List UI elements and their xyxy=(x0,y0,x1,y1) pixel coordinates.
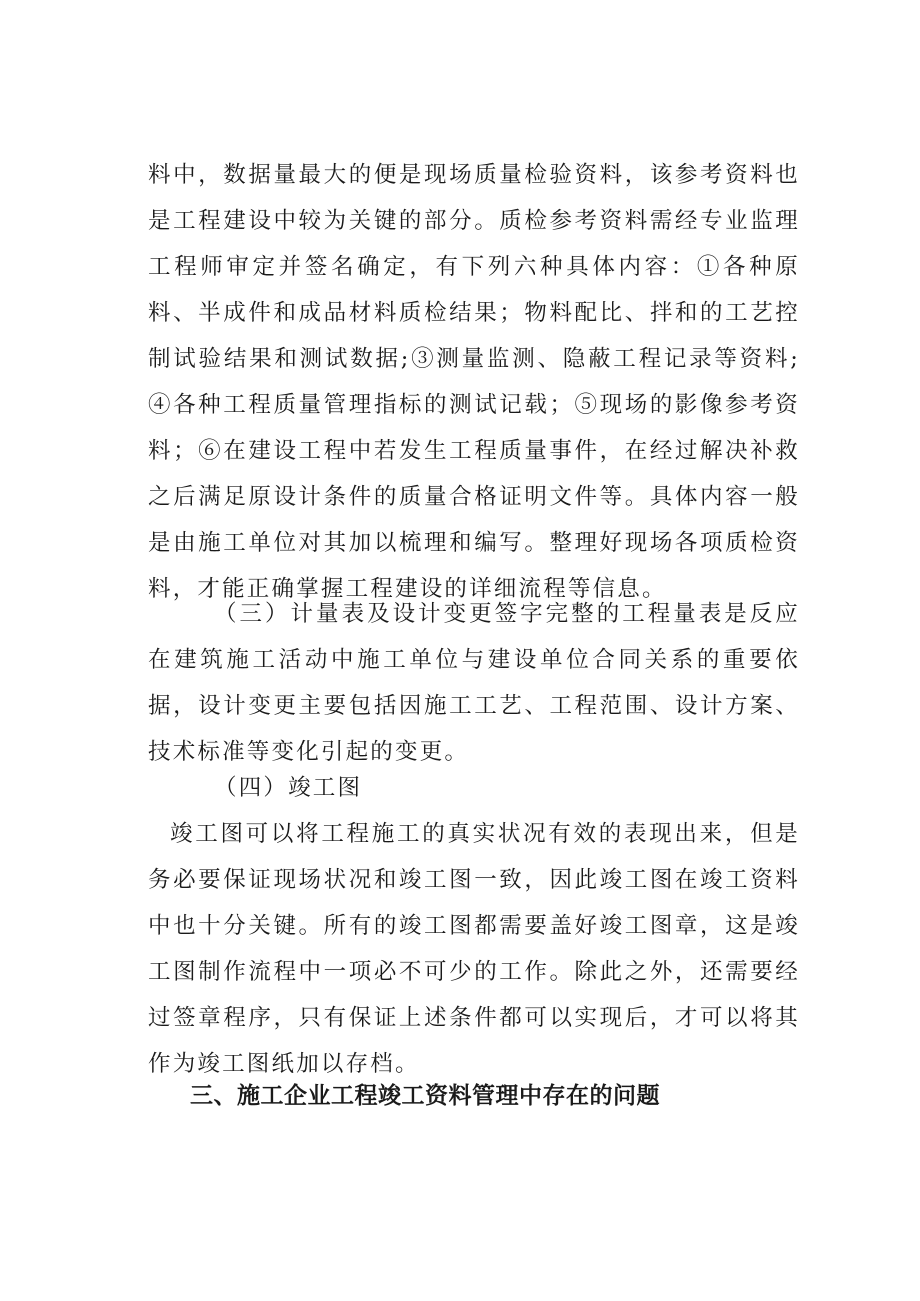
section-heading-problems: 三、施工企业工程竣工资料管理中存在的问题 xyxy=(190,1083,660,1109)
paragraph-quality-inspection: 料中，数据量最大的便是现场质量检验资料，该参考资料也是工程建设中较为关键的部分。质检参考资料需经专业监理工程师审定并签名确定，有下列六种具体内容：①各种原料、半成件和成品材料质检结果；物料配比、拌和的工艺控制试验结果和测试数据;③测量监测、隐蔽工程记录等资料;④各种工程质量管理指标的测试记载；⑤现场的影像参考资料；⑥在建设工程中若发生工程质量事件，在经过解决补救之后满足原设计条件的质量合格证明文件等。具体内容一般是由施工单位对其加以梳理和编写。整理好现场各项质检资料，才能正确掌握工程建设的详细流程等信息。 xyxy=(148,162,800,602)
paragraph-completion-drawing: 竣工图可以将工程施工的真实状况有效的表现出来，但是务必要保证现场状况和竣工图一致，因此竣工图在竣工资料中也十分关键。所有的竣工图都需要盖好竣工图章，这是竣工图制作流程中一项必不可少的工作。除此之外，还需要经过签章程序，只有保证上述条件都可以实现后，才可以将其作为竣工图纸加以存档。 xyxy=(148,821,800,1077)
paragraph-measurement-design-change: （三）计量表及设计变更签字完整的工程量表是反应在建筑施工活动中施工单位与建设单位合同关系的重要依据，设计变更主要包括因施工工艺、工程范围、设计方案、技术标准等变化引起的变更。 xyxy=(148,601,800,765)
subheading-completion-drawing: （四）竣工图 xyxy=(214,775,363,801)
